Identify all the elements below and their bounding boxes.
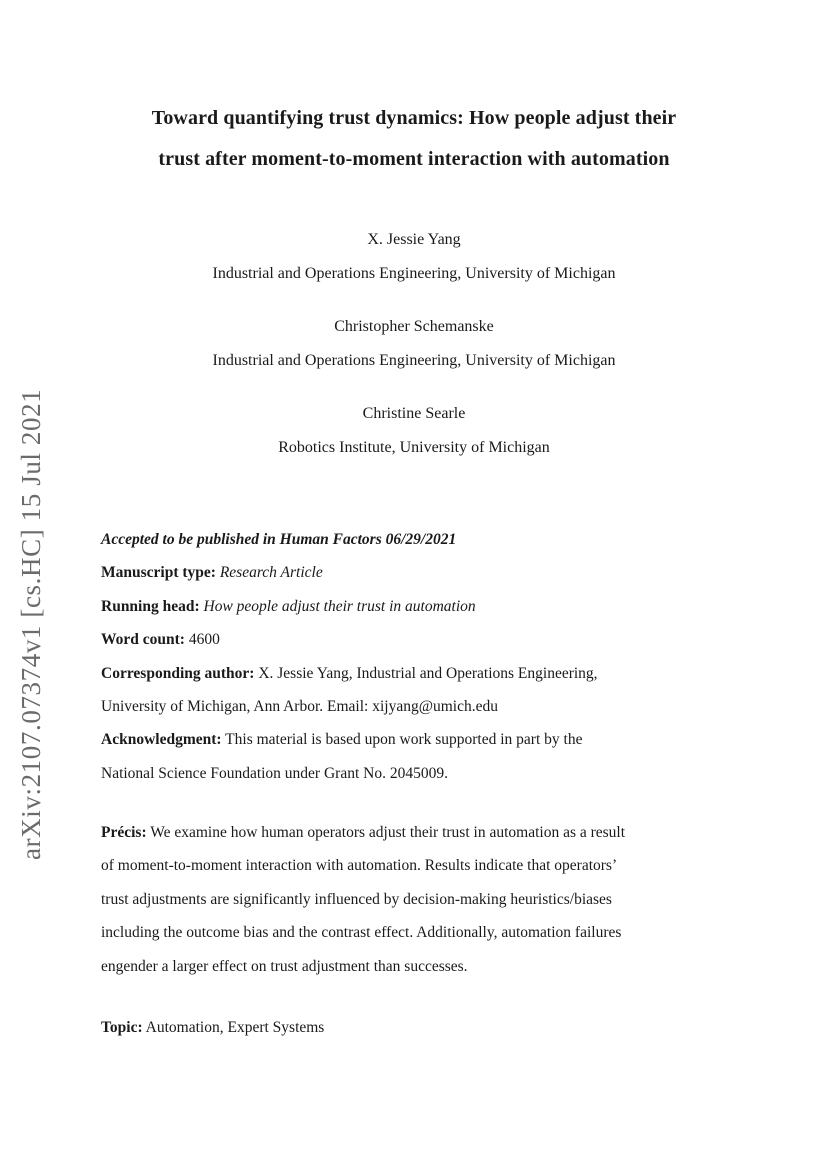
author-name: X. Jessie Yang — [367, 231, 461, 248]
acknowledgment-line-2: National Science Foundation under Grant No. 2045009. — [101, 764, 448, 782]
author-1 — [80, 223, 748, 291]
topic-label: Topic: — [101, 1019, 143, 1036]
acknowledgment-line-1: This material is based upon work supported in part by the — [225, 731, 583, 749]
arxiv-identifier: arXiv:2107.07374v1 [cs.HC] 15 Jul 2021 — [16, 388, 46, 860]
corresponding-author-line-2: University of Michigan, Ann Arbor. Email: xijyang@umich.edu — [101, 698, 498, 716]
manuscript-type — [101, 556, 741, 589]
paper-title — [80, 98, 748, 180]
running-head-value: How people adjust their trust in automation — [203, 597, 476, 615]
author-affiliation: Industrial and Operations Engineering, University of Michigan — [212, 265, 616, 282]
topic-value: Automation, Expert Systems — [145, 1019, 325, 1036]
acknowledgment — [101, 723, 741, 756]
precis-line-5: engender a larger effect on trust adjustment than successes. — [101, 957, 468, 975]
topic-section — [101, 1011, 741, 1044]
title-line-1: Toward quantifying trust dynamics: How people adjust their — [151, 107, 677, 129]
manuscript-type-label: Manuscript type: — [101, 564, 216, 582]
running-head-label: Running head: — [101, 597, 200, 615]
manuscript-metadata — [101, 523, 741, 790]
author-affiliation: Industrial and Operations Engineering, University of Michigan — [212, 352, 616, 369]
acceptance-note: Accepted to be published in Human Factors 06/29/2021 — [101, 531, 457, 548]
precis-section — [101, 816, 741, 983]
author-name: Christopher Schemanske — [334, 318, 494, 335]
word-count-label: Word count: — [101, 631, 185, 649]
author-affiliation: Robotics Institute, University of Michigan — [278, 439, 550, 456]
acknowledgment-label: Acknowledgment: — [101, 731, 222, 749]
title-line-2: trust after moment-to-moment interaction with automation — [158, 148, 670, 170]
precis-line-4: including the outcome bias and the contrast effect. Additionally, automation failures — [101, 924, 622, 942]
corresponding-author-line-1: X. Jessie Yang, Industrial and Operations Engineering, — [258, 664, 598, 682]
precis-line-2: of moment-to-moment interaction with automation. Results indicate that operators’ — [101, 857, 618, 875]
precis-line-1-row — [101, 816, 741, 849]
word-count-value: 4600 — [188, 631, 220, 649]
running-head — [101, 590, 741, 623]
topic-row — [101, 1011, 741, 1044]
word-count — [101, 623, 741, 656]
author-3 — [80, 397, 748, 465]
precis-line-3: trust adjustments are significantly influenced by decision-making heuristics/biases — [101, 890, 612, 908]
corresponding-author — [101, 657, 741, 690]
precis-label: Précis: — [101, 824, 147, 841]
corresponding-author-label: Corresponding author: — [101, 664, 255, 682]
author-2 — [80, 310, 748, 378]
precis-line-1: We examine how human operators adjust their trust in automation as a result — [150, 824, 626, 841]
manuscript-type-value: Research Article — [219, 564, 323, 582]
author-name: Christine Searle — [362, 405, 466, 422]
